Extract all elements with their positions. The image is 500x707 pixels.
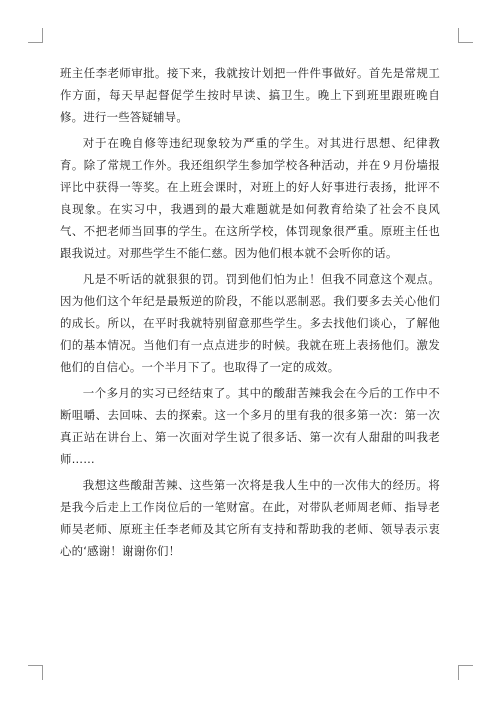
crop-mark-top-left	[28, 28, 43, 43]
crop-mark-bottom-right	[458, 665, 473, 680]
paragraph-5: 我想这些酸甜苦辣、这些第一次将是我人生中的一次伟大的经历。将是我今后走上工作岗位后的一笔财富。在此，对带队老师周老师、指导老师吴老师、原班主任李老师及其它所有支持和帮助我的老师、领导表示衷心的‘感谢！谢谢你们！	[60, 478, 440, 558]
document-body	[60, 62, 440, 566]
paragraph-2: 对于在晚自修等违纪现象较为严重的学生。对其进行思想、纪律教育。除了常规工作外。我还组织学生参加学校各种活动，并在９月份墙报评比中获得一等奖。在上班会课时，对班上的好人好事进行表扬，批评不良现象。在实习中，我遇到的最大难题就是如何教育给染了社会不良风气、不把老师当回事的学生。在这所学校，体罚现象很严重。原班主任也跟我说过。对那些学生不能仁慈。因为他们根本就不会听你的话。	[60, 136, 440, 260]
paragraph-1: 班主任李老师审批。接下来，我就按计划把一件件事做好。首先是常规工作方面，每天早起督促学生按时早读、搞卫生。晚上下到班里跟班晚自修。进行一些答疑辅导。	[60, 66, 440, 124]
paragraph-4: 一个多月的实习已经结束了。其中的酸甜苦辣我会在今后的工作中不断咀嚼、去回味、去的探索。这一个多月的里有我的很多第一次：第一次真正站在讲台上、第一次面对学生说了很多话、第一次有人甜甜的叫我老师……	[60, 386, 440, 466]
crop-mark-top-right	[458, 28, 473, 43]
paragraph-3: 凡是不听话的就狠狠的罚。罚到他们怕为止！但我不同意这个观点。因为他们这个年纪是最叛逆的阶段，不能以恶制恶。我们要多去关心他们的成长。所以，在平时我就特别留意那些学生。多去找他们谈心，了解他们的基本情况。当他们有一点点进步的时候。我就在班上表扬他们。激发他们的自信心。一个半月下了。也取得了一定的成效。	[60, 272, 440, 374]
crop-mark-bottom-left	[28, 665, 43, 680]
